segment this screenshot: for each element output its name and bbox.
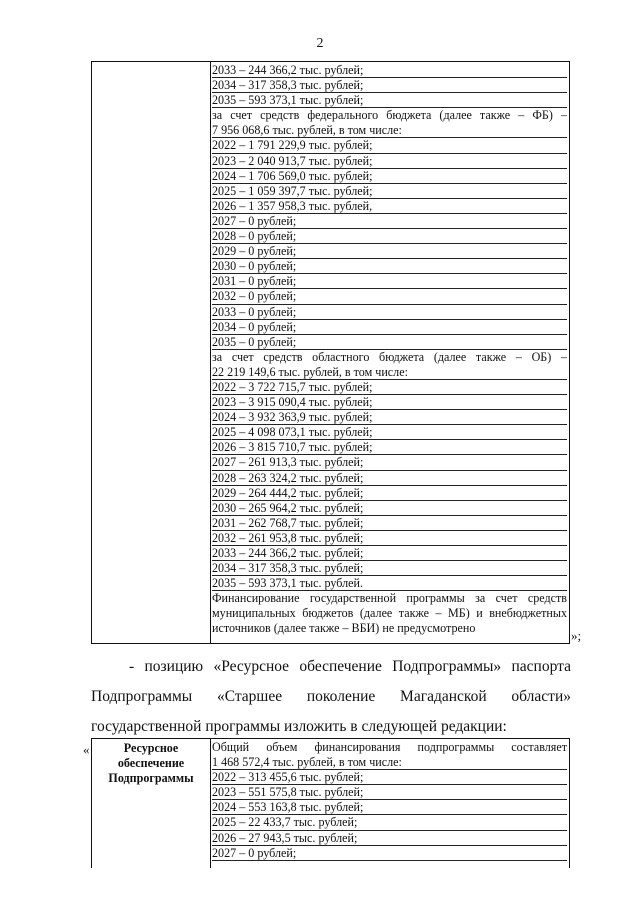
funding-line: 22 219 149,6 тыс. рублей, в том числе:: [212, 365, 567, 380]
funding-line: 2032 – 0 рублей;: [212, 289, 567, 304]
funding-line: 2032 – 261 953,8 тыс. рублей;: [212, 531, 567, 546]
funding-line: 2023 – 2 040 913,7 тыс. рублей;: [212, 154, 567, 169]
funding-line: 2025 – 1 059 397,7 тыс. рублей;: [212, 184, 567, 199]
funding-line: Финансирование государственной программы за счет средств: [212, 591, 567, 606]
column-divider: [210, 739, 211, 868]
row-header: Ресурсное обеспечение Подпрограммы: [108, 741, 194, 786]
funding-line: 2035 – 593 373,1 тыс. рублей;: [212, 93, 567, 108]
opening-quote-mark: «: [83, 742, 90, 757]
funding-line: 2025 – 4 098 073,1 тыс. рублей;: [212, 425, 567, 440]
funding-line: 2033 – 0 рублей;: [212, 305, 567, 320]
funding-line: 2026 – 1 357 958,3 тыс. рублей,: [212, 199, 567, 214]
funding-line: источников (далее также – ВБИ) не предусмотрено: [212, 621, 476, 636]
funding-line: 2026 – 27 943,5 тыс. рублей;: [212, 831, 567, 846]
funding-line: 2029 – 264 444,2 тыс. рублей;: [212, 486, 567, 501]
funding-line: за счет средств федерального бюджета (далее также – ФБ) –: [212, 108, 567, 123]
funding-line: 2031 – 0 рублей;: [212, 274, 567, 289]
closing-quote-mark: »;: [571, 628, 582, 643]
funding-line: 2034 – 317 358,3 тыс. рублей;: [212, 78, 567, 93]
funding-line: 2030 – 265 964,2 тыс. рублей;: [212, 501, 567, 516]
paragraph-line: Подпрограммы «Старшее поколение Магаданской области»: [91, 688, 571, 705]
funding-line: 2030 – 0 рублей;: [212, 259, 567, 274]
funding-line: 2022 – 313 455,6 тыс. рублей;: [212, 770, 567, 785]
page-number: 2: [316, 36, 324, 51]
funding-line: 2034 – 0 рублей;: [212, 320, 567, 335]
funding-line: Общий объем финансирования подпрограммы составляет: [212, 740, 567, 754]
funding-line: 2034 – 317 358,3 тыс. рублей;: [212, 561, 567, 576]
funding-line: 2026 – 3 815 710,7 тыс. рублей;: [212, 440, 567, 455]
funding-line: муниципальных бюджетов (далее также – МБ) и внебюджетных: [212, 606, 567, 621]
funding-line: 2022 – 3 722 715,7 тыс. рублей;: [212, 380, 567, 395]
resource-support-table: [91, 738, 570, 868]
paragraph-line: государственной программы изложить в следующей редакции:: [91, 718, 507, 735]
funding-line: 2035 – 593 373,1 тыс. рублей.: [212, 576, 567, 591]
funding-line: 2028 – 0 рублей;: [212, 229, 567, 244]
funding-line: 2022 – 1 791 229,9 тыс. рублей;: [212, 138, 567, 153]
funding-line: 2024 – 3 932 363,9 тыс. рублей;: [212, 410, 567, 425]
funding-line: 2028 – 263 324,2 тыс. рублей;: [212, 471, 567, 486]
funding-line: 2024 – 1 706 569,0 тыс. рублей;: [212, 169, 567, 184]
funding-table-continued: [91, 61, 570, 644]
funding-line: 1 468 572,4 тыс. рублей, в том числе:: [212, 755, 567, 770]
funding-line: 2023 – 3 915 090,4 тыс. рублей;: [212, 395, 567, 410]
resource-details-cell: [212, 740, 567, 861]
funding-line: 2027 – 0 рублей;: [212, 214, 567, 229]
funding-line: 2025 – 22 433,7 тыс. рублей;: [212, 815, 567, 830]
funding-line: 2024 – 553 163,8 тыс. рублей;: [212, 800, 567, 815]
funding-line: 2035 – 0 рублей;: [212, 335, 567, 350]
funding-details-cell: [212, 63, 567, 637]
funding-line: 2029 – 0 рублей;: [212, 244, 567, 259]
funding-line: 2033 – 244 366,2 тыс. рублей;: [212, 63, 567, 78]
funding-line: 7 956 068,6 тыс. рублей, в том числе:: [212, 123, 567, 138]
funding-line: 2023 – 551 575,8 тыс. рублей;: [212, 785, 567, 800]
funding-line: за счет средств областного бюджета (далее также – ОБ) –: [212, 349, 567, 364]
funding-line: 2031 – 262 768,7 тыс. рублей;: [212, 516, 567, 531]
instruction-paragraph: [91, 652, 571, 742]
column-divider: [210, 62, 211, 643]
funding-line: 2027 – 0 рублей;: [212, 846, 567, 861]
funding-line: 2027 – 261 913,3 тыс. рублей;: [212, 455, 567, 470]
funding-line: 2033 – 244 366,2 тыс. рублей;: [212, 546, 567, 561]
paragraph-line: - позицию «Ресурсное обеспечение Подпрограммы» паспорта: [129, 658, 571, 675]
